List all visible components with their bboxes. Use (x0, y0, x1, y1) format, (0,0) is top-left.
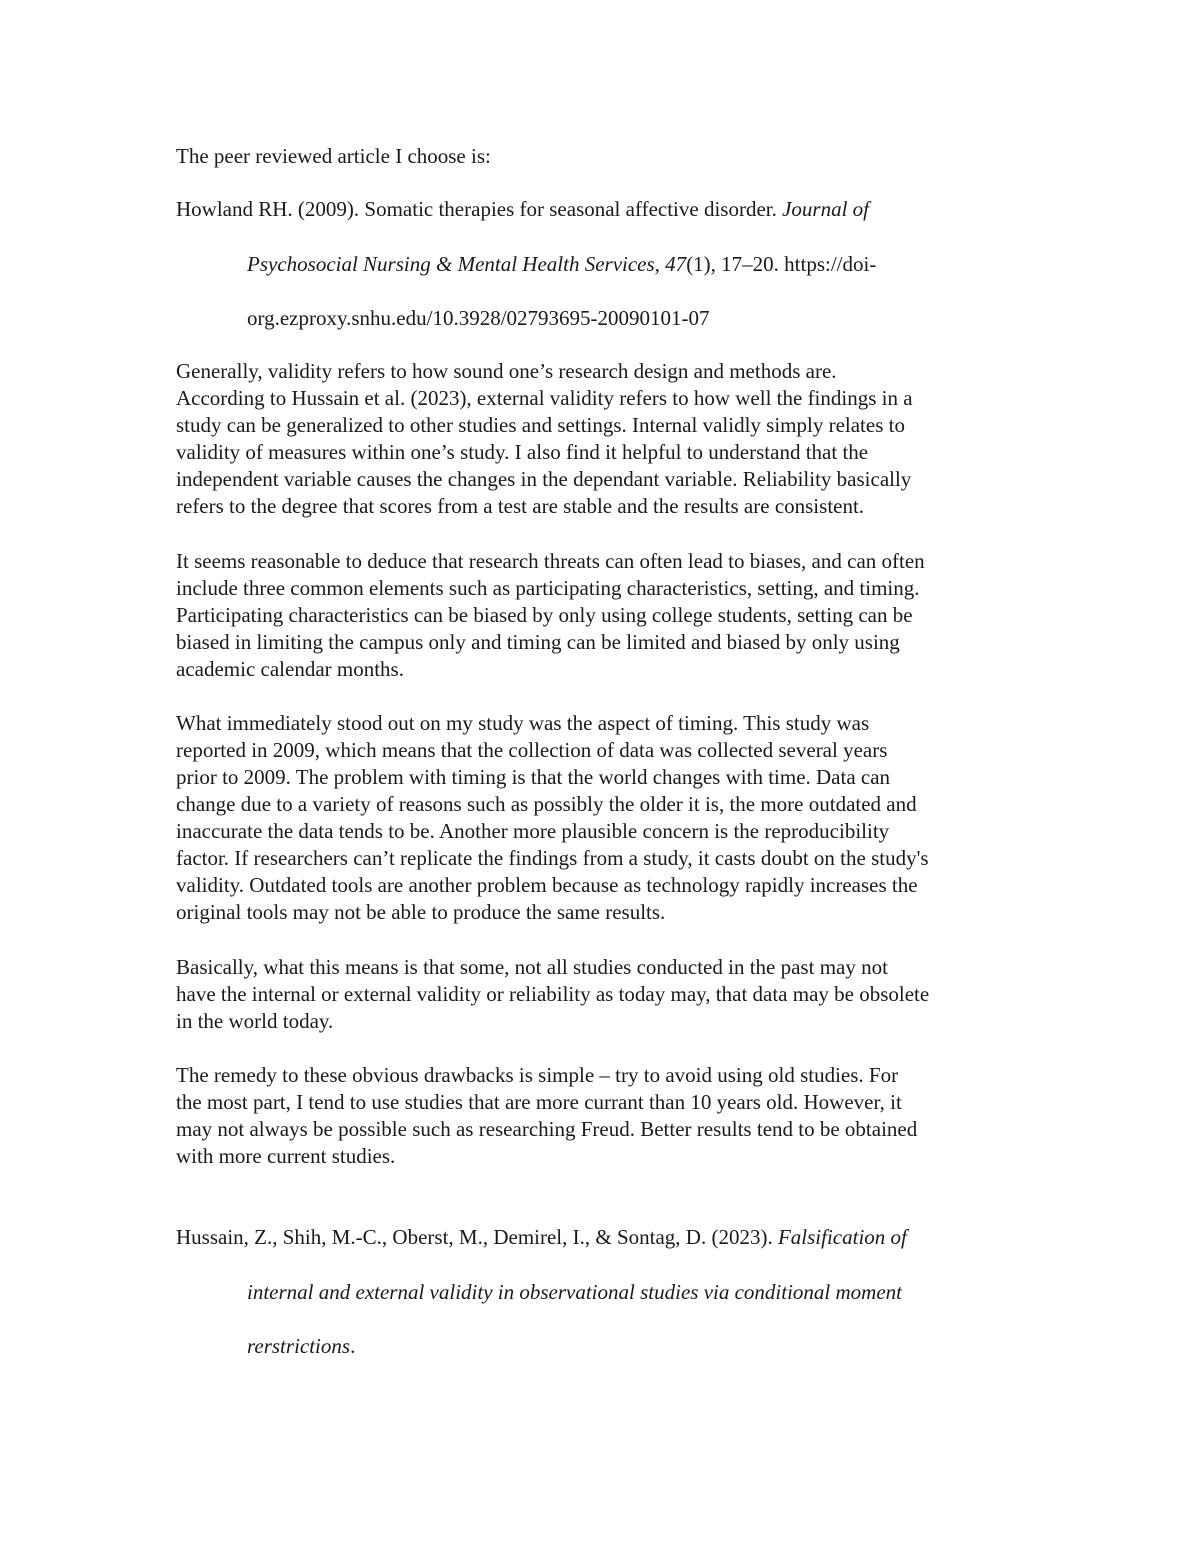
paragraph-line: include three common elements such as participating characteristics, setting, and timing. (176, 576, 920, 600)
reference-howland-journal-start: Journal of (782, 197, 870, 221)
paragraph-validity (176, 358, 1036, 520)
paragraph-line: The remedy to these obvious drawbacks is simple – try to avoid using old studies. For (176, 1063, 899, 1087)
reference-howland-author-title: Howland RH. (2009). Somatic therapies for seasonal affective disorder. (176, 197, 783, 221)
reference-hussain-line3 (247, 1333, 355, 1360)
paragraph-line: According to Hussain et al. (2023), external validity refers to how well the findings in a (176, 386, 913, 410)
reference-hussain-title-middle: internal and external validity in observational studies via conditional moment (247, 1280, 902, 1304)
reference-hussain-line1 (176, 1224, 907, 1251)
paragraph-line: reported in 2009, which means that the collection of data was collected several years (176, 738, 888, 762)
paragraph-line: biased in limiting the campus only and timing can be limited and biased by only using (176, 630, 900, 654)
paragraph-basically (176, 954, 1036, 1035)
reference-hussain-period: . (350, 1334, 356, 1358)
paragraph-line: What immediately stood out on my study was the aspect of timing. This study was (176, 711, 870, 735)
reference-hussain-authors: Hussain, Z., Shih, M.-C., Oberst, M., Demirel, I., & Sontag, D. (2023). (176, 1225, 778, 1249)
reference-howland-journal-name: Psychosocial Nursing & Mental Health Services, 47 (247, 252, 687, 276)
paragraph-line: independent variable causes the changes in the dependant variable. Reliability basically (176, 467, 912, 491)
paragraph-line: validity. Outdated tools are another problem because as technology rapidly increases the (176, 873, 918, 897)
paragraph-line: in the world today. (176, 1009, 334, 1033)
paragraph-remedy (176, 1062, 1036, 1170)
paragraph-line: inaccurate the data tends to be. Another more plausible concern is the reproducibility (176, 819, 890, 843)
reference-hussain-title-end: rerstrictions (247, 1334, 351, 1358)
reference-hussain-line2 (247, 1279, 902, 1306)
reference-hussain-title-start: Falsification of (777, 1225, 907, 1249)
paragraph-line: Basically, what this means is that some, not all studies conducted in the past may not (176, 955, 888, 979)
paragraph-line: original tools may not be able to produce the same results. (176, 900, 666, 924)
paragraph-line: may not always be possible such as researching Freud. Better results tend to be obtained (176, 1117, 918, 1141)
paragraph-line: the most part, I tend to use studies that are more currant than 10 years old. However, it (176, 1090, 902, 1114)
paragraph-line: with more current studies. (176, 1144, 396, 1168)
paragraph-line: factor. If researchers can’t replicate the findings from a study, it casts doubt on the study's (176, 846, 929, 870)
paragraph-threats (176, 548, 1036, 683)
paragraph-line: validity of measures within one’s study. I also find it helpful to understand that the (176, 440, 869, 464)
paragraph-line: study can be generalized to other studies and settings. Internal validly simply relates to (176, 413, 905, 437)
paragraph-line: Generally, validity refers to how sound one’s research design and methods are. (176, 359, 837, 383)
reference-howland-line1 (176, 196, 869, 223)
paragraph-line: prior to 2009. The problem with timing is that the world changes with time. Data can (176, 765, 891, 789)
intro-text: The peer reviewed article I choose is: (176, 144, 491, 168)
paragraph-line: refers to the degree that scores from a test are stable and the results are consistent. (176, 494, 865, 518)
paragraph-line: change due to a variety of reasons such as possibly the older it is, the more outdated and (176, 792, 917, 816)
paragraph-line: Participating characteristics can be biased by only using college students, setting can be (176, 603, 913, 627)
reference-howland-line2 (247, 251, 876, 278)
reference-howland-pages-doi: (1), 17–20. https://doi- (686, 252, 877, 276)
paragraph-line: academic calendar months. (176, 657, 404, 681)
reference-howland-doi-url: org.ezproxy.snhu.edu/10.3928/02793695-20090101-07 (247, 306, 710, 330)
paragraph-line: have the internal or external validity or reliability as today may, that data may be obsolete (176, 982, 930, 1006)
paragraph-line: It seems reasonable to deduce that research threats can often lead to biases, and can often (176, 549, 925, 573)
paragraph-timing (176, 710, 1036, 926)
